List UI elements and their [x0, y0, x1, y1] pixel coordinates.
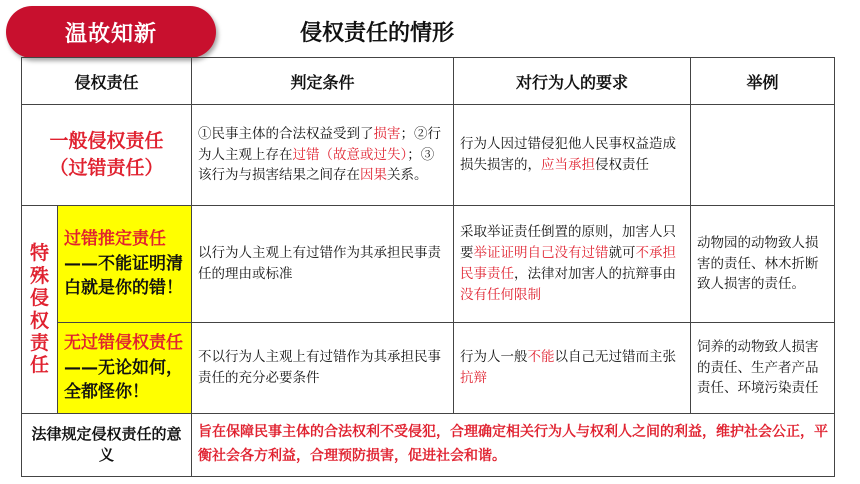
general-requirement [454, 105, 691, 206]
page-title: 侵权责任的情形 [300, 21, 455, 46]
table-row-meaning [22, 414, 835, 477]
body-text: 以自己无过错而主张 [554, 349, 677, 366]
review-badge-label: 温故知新 [64, 21, 157, 47]
nofault-condition: 不以行为人主观上有过错作为其承担民事责任的充分必要条件 [192, 323, 454, 414]
body-text: ，法律对加害人的抗辩事由 [514, 266, 677, 282]
table-row-nofault [22, 323, 835, 414]
meaning-label: 法律规定侵权责任的意义 [22, 414, 192, 477]
no-fault-name [58, 323, 192, 414]
liability-table [21, 57, 835, 477]
emphasis-text: 举证证明自己没有过错 [473, 245, 609, 262]
presumed-fault-name [58, 206, 192, 323]
emphasis-text: 损害 [373, 125, 401, 142]
review-badge [6, 6, 216, 58]
nofault-requirement [454, 323, 691, 414]
emphasis-text: 不承担民事责任 [460, 245, 677, 282]
table-row-general [22, 105, 835, 206]
table-row-presumed [22, 206, 835, 323]
general-example [691, 105, 835, 206]
emphasis-text: 没有任何限制 [460, 286, 542, 303]
emphasis-text: 过错（故意或过失） [292, 146, 408, 163]
body-text: ；②行为人主观上存在 [198, 125, 442, 163]
header-requirement: 对行为人的要求 [454, 58, 691, 105]
presumed-name: 过错推定责任 [64, 229, 166, 250]
emphasis-text: 抗辩 [460, 370, 488, 386]
presumed-condition: 以行为人主观上有过错作为其承担民事责任的理由或标准 [192, 206, 454, 323]
emphasis-text: 应当承担 [541, 157, 596, 173]
general-condition [192, 105, 454, 206]
header-condition: 判定条件 [192, 58, 454, 105]
body-text: 就可 [608, 245, 636, 262]
special-liability-label: 特殊侵权责任 [22, 206, 58, 414]
emphasis-text: 不能 [527, 349, 555, 366]
body-text: 行为人因过错侵犯他人民事权益造成损失损害的， [460, 136, 677, 173]
presumed-example: 动物园的动物致人损害的责任、林木折断致人损害的责任。 [691, 206, 835, 323]
body-text: 行为人一般 [460, 349, 528, 366]
body-text: 关系。 [387, 167, 428, 184]
nofault-name: 无过错侵权责任 [64, 333, 183, 354]
header-example: 举例 [691, 58, 835, 105]
nofault-slogan: ——无论如何，全都怪你！ [64, 357, 183, 403]
body-text: ①民事主体的合法权益受到了 [198, 125, 374, 142]
body-text: ；③该行为与损害结果之间存在 [198, 146, 435, 184]
body-text: 侵权责任 [595, 157, 650, 173]
general-name-line2: （过错责任） [49, 157, 164, 179]
general-name-line1: 一般侵权责任 [49, 130, 164, 153]
header-liability: 侵权责任 [22, 58, 192, 105]
presumed-slogan: ——不能证明清白就是你的错！ [64, 253, 183, 299]
body-text: 采取举证责任倒置的原则，加害人只要 [460, 224, 677, 262]
presumed-requirement [454, 206, 691, 323]
meaning-text: 旨在保障民事主体的合法权利不受侵犯，合理确定相关行为人与权利人之间的利益，维护社会公正，平衡社会各方利益，合理预防损害，促进社会和谐。 [192, 414, 835, 477]
general-liability-name [22, 105, 192, 206]
table-header-row [22, 58, 835, 105]
emphasis-text: 因果 [360, 167, 388, 184]
nofault-example: 饲养的动物致人损害的责任、生产者产品责任、环境污染责任 [691, 323, 835, 414]
